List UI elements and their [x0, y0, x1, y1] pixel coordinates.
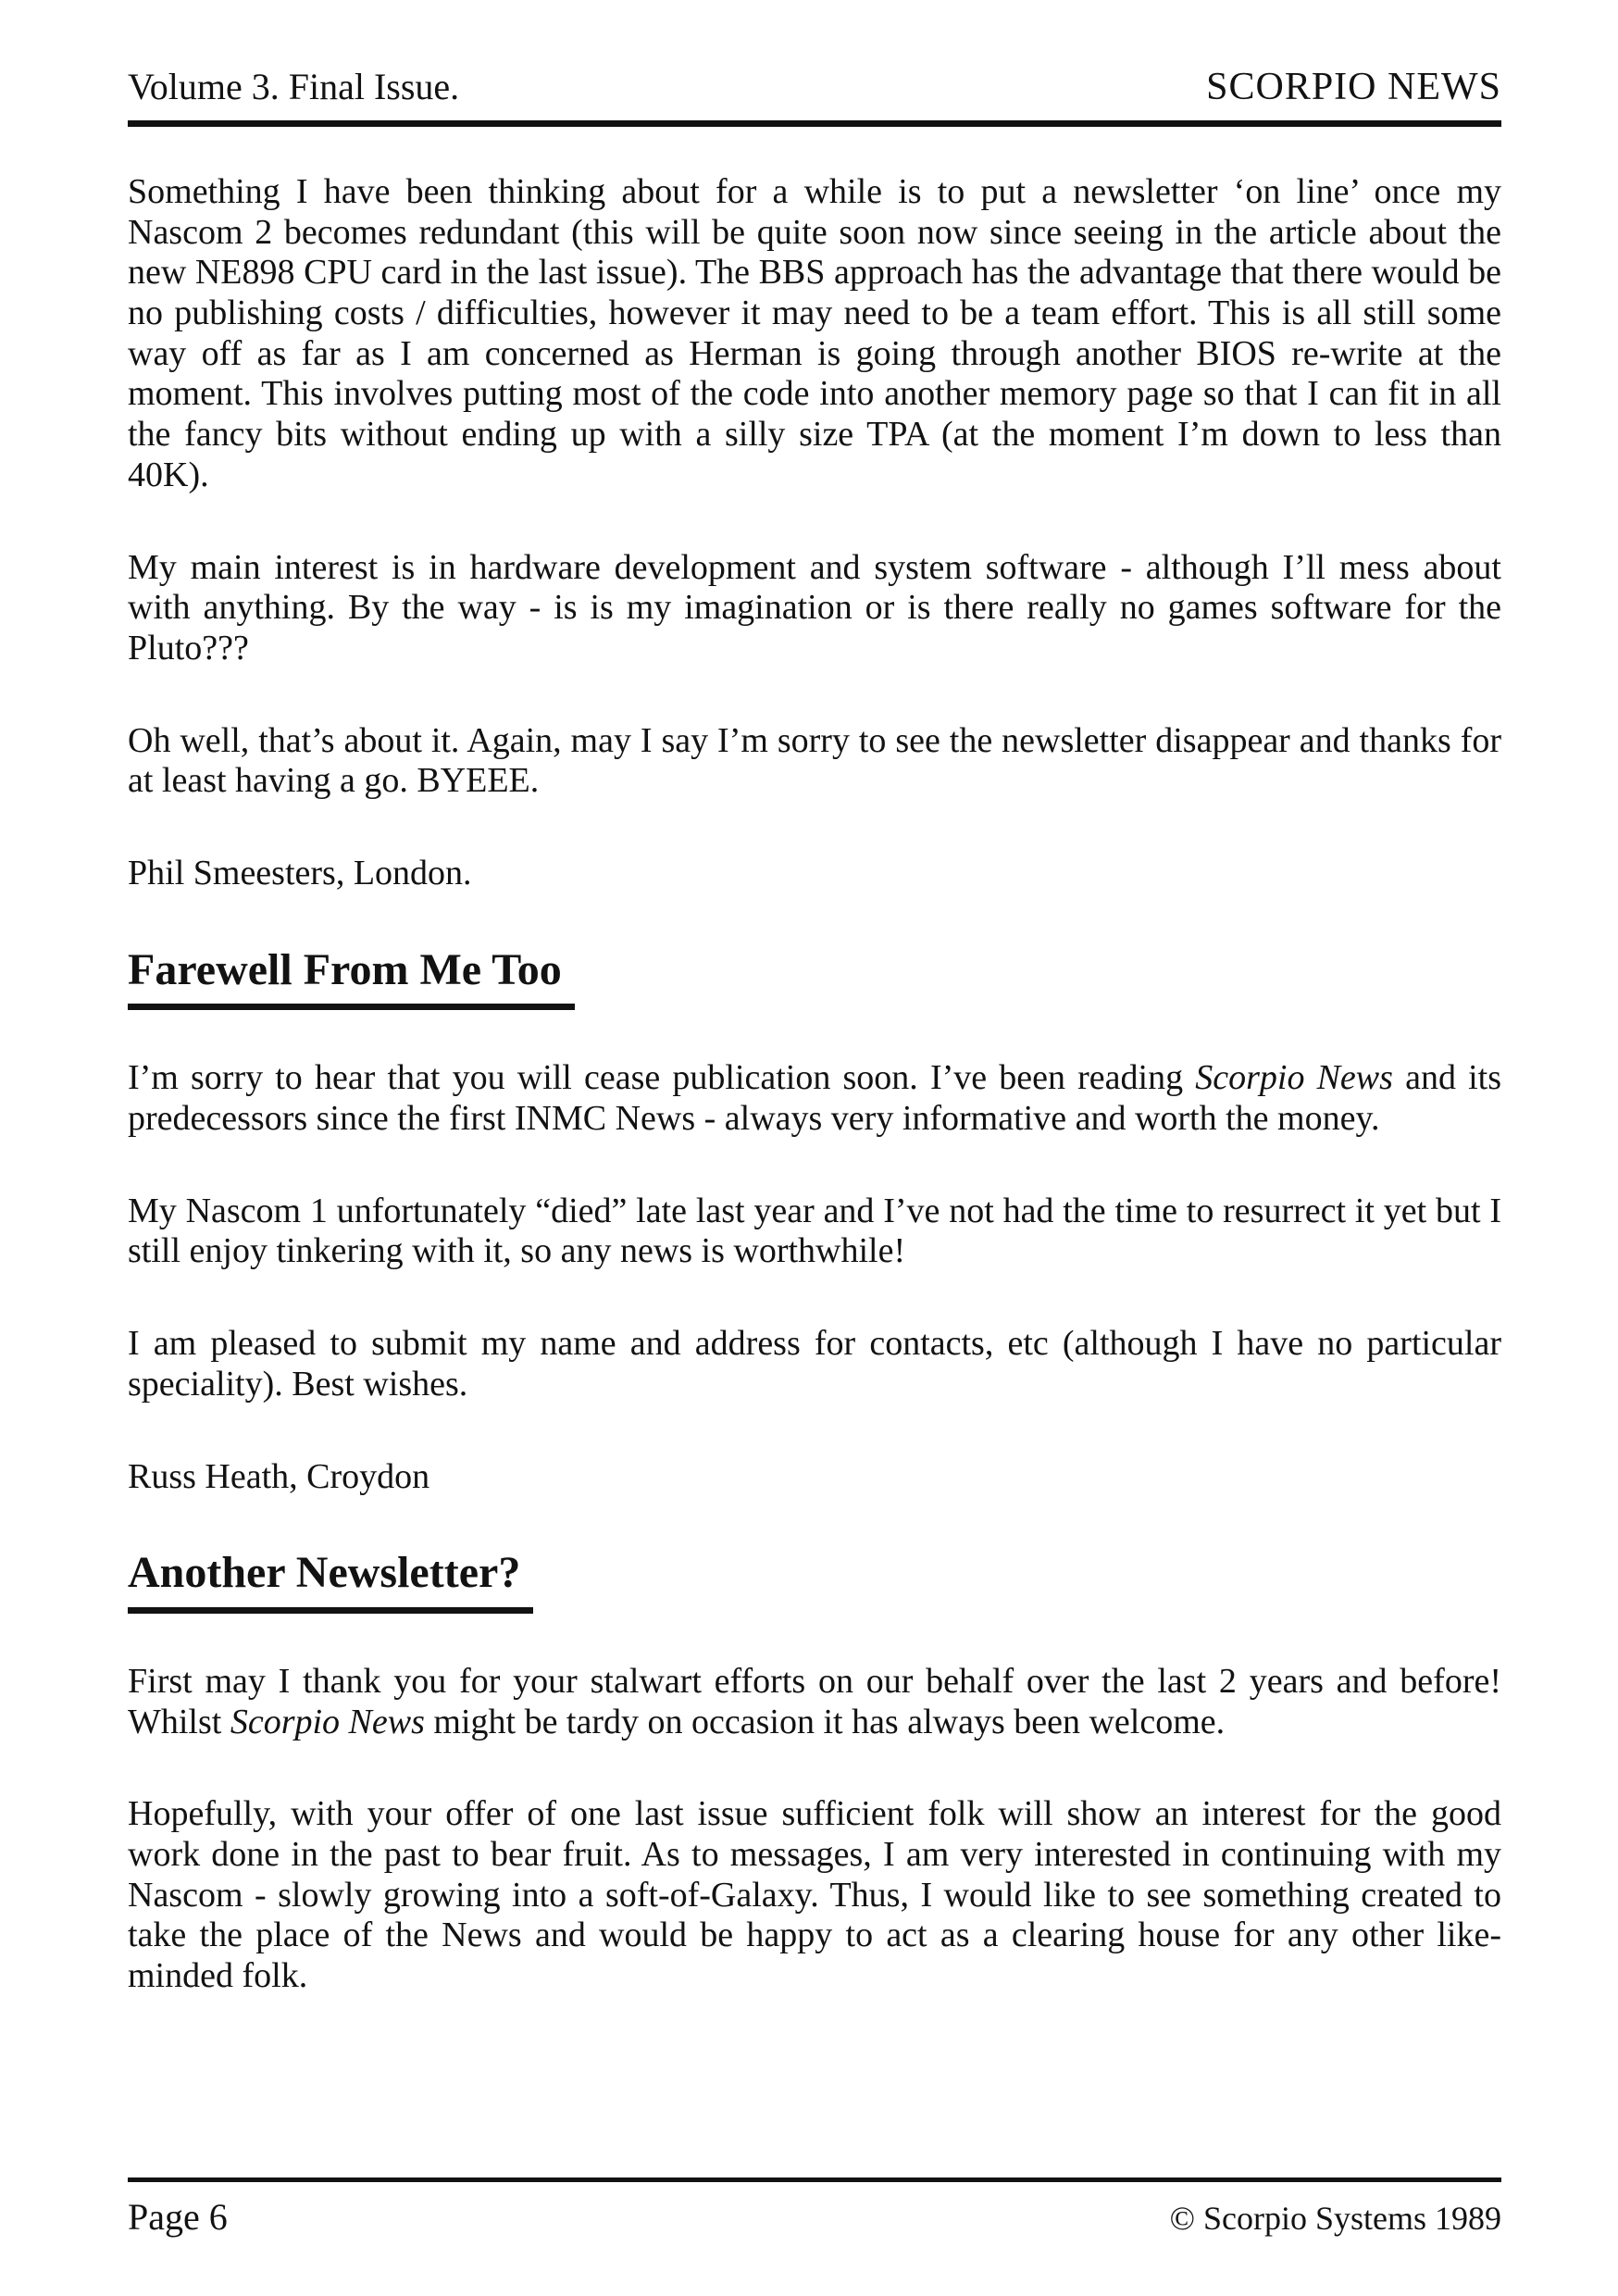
page-number: Page 6: [128, 2196, 228, 2238]
text-run: might be tardy on occasion it has always been welcome.: [424, 1702, 1226, 1741]
body-paragraph: [128, 1794, 1501, 1996]
copyright-notice: © Scorpio Systems 1989: [1169, 2200, 1501, 2237]
body-paragraph: [128, 721, 1501, 802]
text-run: I am pleased to submit my name and address for contacts, etc (although I have no particular speciality). Best wishes.: [128, 1324, 1501, 1404]
signature-line: Phil Smeesters, London.: [128, 853, 472, 892]
text-run: My Nascom 1 unfortunately “died” late last year and I’ve not had the time to resurrect it yet but I still enjoy tinkering with it, so any news is worthwhile!: [128, 1191, 1501, 1271]
italic-text-run: Scorpio News: [230, 1702, 425, 1741]
text-run: First may I thank you for your stalwart efforts on our behalf over the last 2 years and before! Whilst: [128, 1662, 1501, 1741]
page-content: [128, 172, 1501, 2049]
text-run: Hopefully, with your offer of one last issue sufficient folk will show an interest for the good work done in the past to bear fruit. As to messages, I am very interested in continuing with my Nascom - slowly growing into a soft-of-Galaxy. Thus, I would like to see something created to take the place of the News and would be happy to act as a clearing house for any other like-minded folk.: [128, 1794, 1501, 1996]
text-run: My main interest is in hardware development and system software - although I’ll mess about with anything. By the way - is is my imagination or is there really no games software for the Pluto???: [128, 547, 1501, 668]
body-paragraph: [128, 1058, 1501, 1139]
body-paragraph: [128, 172, 1501, 496]
body-paragraph: [128, 1324, 1501, 1404]
body-paragraph: [128, 1192, 1501, 1272]
text-run: Oh well, that’s about it. Again, may I say I’m sorry to see the newsletter disappear and thanks for at least having a go. BYEEE.: [128, 720, 1501, 801]
section-heading: Another Newsletter?: [128, 1549, 533, 1614]
body-paragraph: [128, 1662, 1501, 1742]
newsletter-title: SCORPIO NEWS: [1206, 66, 1501, 108]
page-header: [128, 65, 1501, 127]
text-run: and its predecessors since the first INMC News - always very informative and worth the money.: [128, 1058, 1501, 1139]
section-heading: Farewell From Me Too: [128, 946, 575, 1011]
body-paragraph: [128, 548, 1501, 669]
text-run: I’m sorry to hear that you will cease publication soon. I’ve been reading: [128, 1058, 1196, 1098]
volume-label: Volume 3. Final Issue.: [128, 66, 460, 107]
signature-line: Russ Heath, Croydon: [128, 1456, 430, 1496]
page-footer: [128, 2177, 1501, 2239]
text-run: Something I have been thinking about for a while is to put a newsletter ‘on line’ once my Nascom 2 becomes redundant (this will be quite soon now since seeing in the article about the new NE898 CPU card in the last issue). The BBS approach has the advantage that there would be no publishing costs / difficulties, however it may need to be a team effort. This is all still some way off as far as I am concerned as Herman is going through another BIOS re-write at the moment. This involves putting most of the code into another memory page so that I can fit in all the fancy bits without ending up with a silly size TPA (at the moment I’m down to less than 40K).: [128, 172, 1501, 494]
italic-text-run: Scorpio News: [1195, 1058, 1393, 1098]
